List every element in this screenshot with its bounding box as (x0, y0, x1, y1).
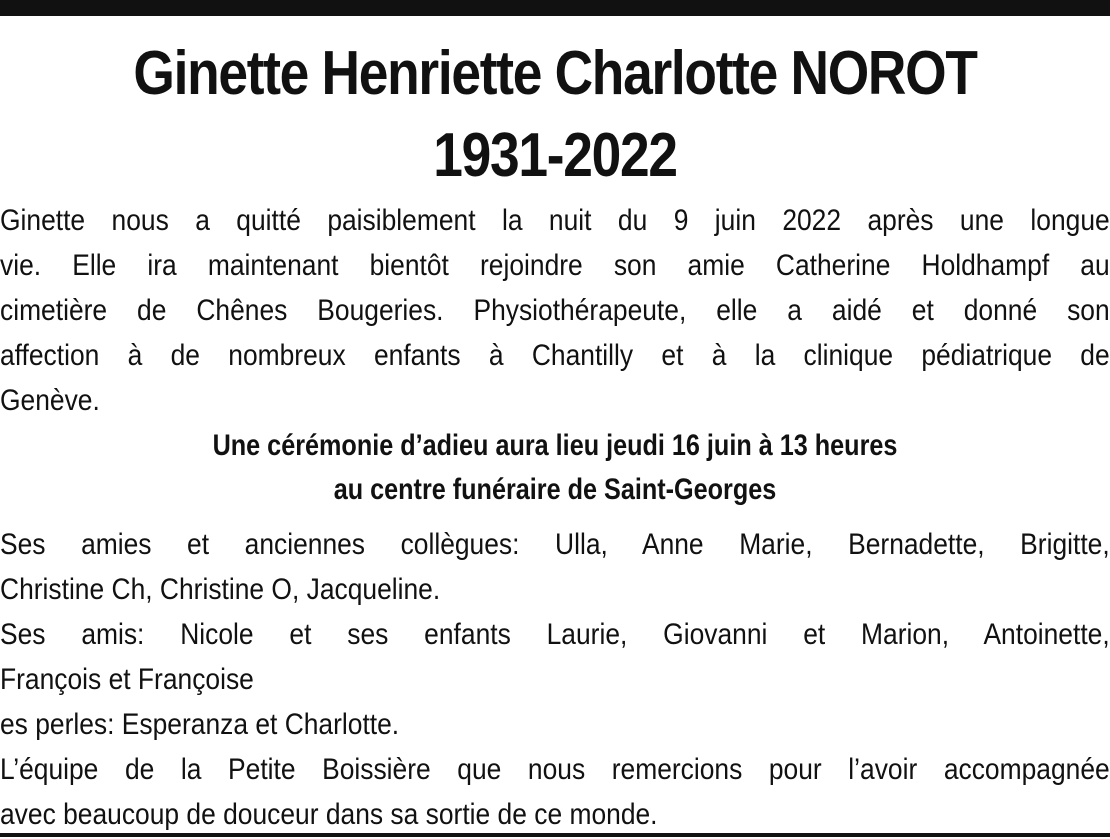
intro-line: vie. Elle ira maintenant bientôt rejoindre son amie Catherine Holdhampf au (0, 249, 1110, 282)
mourners-line: Christine Ch, Christine O, Jacqueline. (0, 573, 441, 606)
obituary-intro-paragraph (0, 198, 1110, 423)
ceremony-announcement (0, 424, 1110, 512)
mourners-line: L’équipe de la Petite Boissière que nous remercions pour l’avoir accompagnée (0, 753, 1110, 786)
ceremony-line: Une cérémonie d’adieu aura lieu jeudi 16 juin à 13 heures (212, 429, 898, 462)
mourners-line: es perles: Esperanza et Charlotte. (0, 708, 400, 741)
intro-line: cimetière de Chênes Bougeries. Physiothérapeute, elle a aidé et donné son (0, 294, 1110, 327)
life-years: 1931-2022 (433, 121, 677, 190)
top-border-rule (0, 0, 1110, 16)
bottom-border-rule (0, 833, 1110, 837)
mourners-paragraph (0, 522, 1110, 837)
mourners-line: François et Françoise (0, 663, 254, 696)
intro-line: affection à de nombreux enfants à Chantilly et à la clinique pédiatrique de (0, 339, 1110, 372)
deceased-name: Ginette Henriette Charlotte NOROT (133, 39, 977, 108)
ceremony-line: au centre funéraire de Saint-Georges (333, 473, 777, 506)
mourners-line: avec beaucoup de douceur dans sa sortie de ce monde. (0, 798, 658, 831)
mourners-line: Ses amies et anciennes collègues: Ulla, Anne Marie, Bernadette, Brigitte, (0, 528, 1110, 561)
intro-line: Genève. (0, 384, 100, 417)
mourners-line: Ses amis: Nicole et ses enfants Laurie, Giovanni et Marion, Antoinette, (0, 618, 1110, 651)
intro-line: Ginette nous a quitté paisiblement la nuit du 9 juin 2022 après une longue (0, 204, 1110, 237)
